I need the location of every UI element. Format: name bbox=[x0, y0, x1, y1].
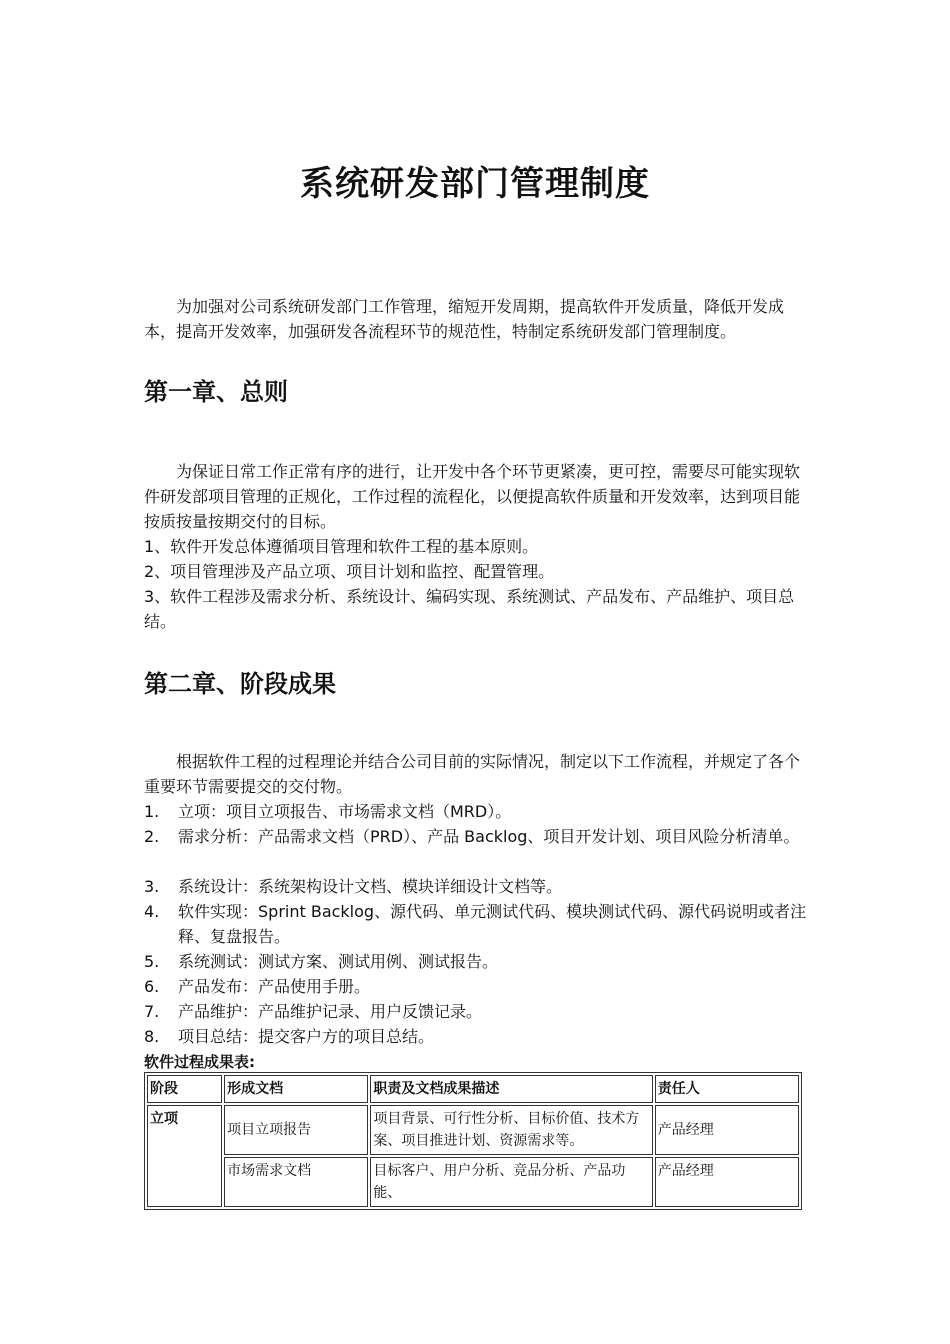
chapter2-paragraph: 根据软件工程的过程理论并结合公司目前的实际情况，制定以下工作流程，并规定了各个重要环节需要提交的交付物。 bbox=[144, 752, 801, 796]
item-number: 5. bbox=[144, 952, 160, 971]
chapter1-heading: 第一章、总则 bbox=[144, 378, 288, 406]
chapter1-item: 2、项目管理涉及产品立项、项目计划和监控、配置管理。 bbox=[144, 562, 555, 581]
item-number: 4. bbox=[144, 902, 160, 921]
item-text: 系统测试：测试方案、测试用例、测试报告。 bbox=[178, 952, 499, 971]
deliverable-item bbox=[144, 824, 808, 849]
table-caption: 软件过程成果表: bbox=[144, 1053, 255, 1071]
item-number: 3. bbox=[144, 877, 160, 896]
chapter1-item: 3、软件工程涉及需求分析、系统设计、编码实现、系统测试、产品发布、产品维护、项目总结。 bbox=[144, 587, 795, 631]
item-text: 软件实现：Sprint Backlog、源代码、单元测试代码、模块测试代码、源代码说明或者注释、复盘报告。 bbox=[178, 902, 807, 946]
item-text: 项目总结：提交客户方的项目总结。 bbox=[178, 1027, 435, 1046]
table-row bbox=[147, 1105, 799, 1155]
chapter1-item: 1、软件开发总体遵循项目管理和软件工程的基本原则。 bbox=[144, 537, 539, 556]
table-row bbox=[147, 1157, 799, 1207]
deliverable-item bbox=[144, 799, 808, 824]
desc-cell: 项目背景、可行性分析、目标价值、技术方案、项目推进计划、资源需求等。 bbox=[370, 1105, 652, 1155]
deliverable-item bbox=[144, 974, 808, 999]
item-text: 立项：项目立项报告、市场需求文档（MRD）。 bbox=[178, 802, 512, 821]
deliverable-item bbox=[144, 999, 808, 1024]
document-title: 系统研发部门管理制度 bbox=[300, 164, 650, 204]
owner-cell: 产品经理 bbox=[655, 1157, 799, 1207]
stage-cell: 立项 bbox=[147, 1105, 222, 1207]
chapter2-heading: 第二章、阶段成果 bbox=[144, 670, 336, 698]
item-text: 产品维护：产品维护记录、用户反馈记录。 bbox=[178, 1002, 483, 1021]
doc-cell: 项目立项报告 bbox=[224, 1105, 368, 1155]
item-text: 需求分析：产品需求文档（PRD）、产品 Backlog、项目开发计划、项目风险分析清单。 bbox=[178, 827, 800, 846]
deliverable-item bbox=[144, 899, 808, 949]
chapter1-paragraph: 为保证日常工作正常有序的进行，让开发中各个环节更紧凑，更可控，需要尽可能实现软件研发部项目管理的正规化，工作过程的流程化，以便提高软件质量和开发效率，达到项目能按质按量按期交付的目标。 bbox=[144, 462, 801, 531]
intro-paragraph: 为加强对公司系统研发部门工作管理，缩短开发周期，提高软件开发质量，降低开发成本，提高开发效率，加强研发各流程环节的规范性，特制定系统研发部门管理制度。 bbox=[144, 297, 785, 341]
table-header-row bbox=[147, 1075, 799, 1103]
header-document: 形成文档 bbox=[224, 1075, 368, 1103]
item-text: 产品发布：产品使用手册。 bbox=[178, 977, 371, 996]
item-number: 6. bbox=[144, 977, 160, 996]
deliverable-item bbox=[144, 1024, 808, 1049]
desc-cell: 目标客户、用户分析、竞品分析、产品功能、 bbox=[370, 1157, 652, 1207]
doc-cell: 市场需求文档 bbox=[224, 1157, 368, 1207]
item-text: 系统设计：系统架构设计文档、模块详细设计文档等。 bbox=[178, 877, 563, 896]
header-owner: 责任人 bbox=[655, 1075, 799, 1103]
deliverable-item bbox=[144, 874, 808, 899]
item-number: 8. bbox=[144, 1027, 160, 1046]
header-stage: 阶段 bbox=[147, 1075, 222, 1103]
header-description: 职责及文档成果描述 bbox=[370, 1075, 652, 1103]
item-number: 7. bbox=[144, 1002, 160, 1021]
process-results-table bbox=[144, 1072, 802, 1210]
owner-cell: 产品经理 bbox=[655, 1105, 799, 1155]
deliverable-item bbox=[144, 949, 808, 974]
item-number: 2. bbox=[144, 827, 160, 846]
item-number: 1. bbox=[144, 802, 160, 821]
